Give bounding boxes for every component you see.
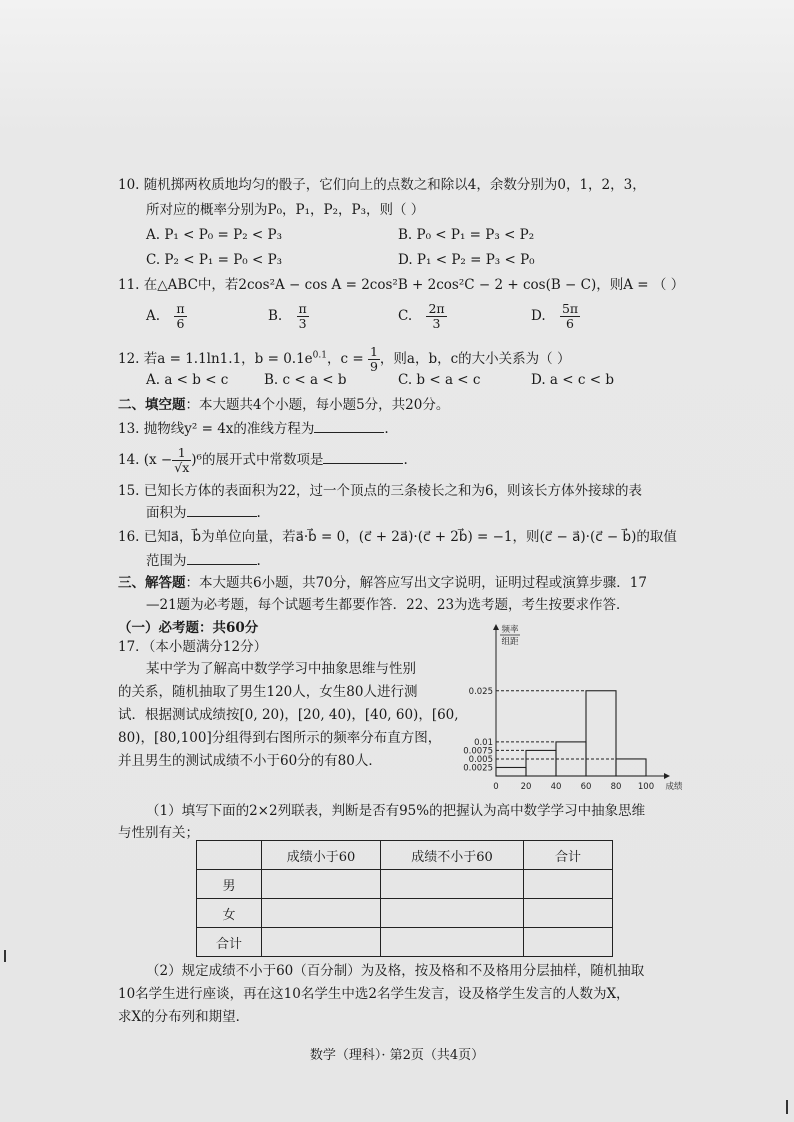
y-tick-label: 0.0025 (463, 763, 493, 774)
x-tick-label: 20 (520, 782, 532, 792)
table-cell[interactable] (524, 899, 613, 928)
row-label: 合计 (197, 928, 262, 957)
table-cell[interactable] (262, 899, 381, 928)
y-tick-label: 0.01 (474, 737, 493, 748)
q14: 14. (x − $\frac{1}{√x}$ )⁶的展开式中常数项是 . (118, 445, 408, 475)
q17-part2-line2: 10名学生进行座谈，再在这10名学生中选2名学生发言，设及格学生发言的人数为X， (118, 986, 630, 1002)
q17-part1-line2: 与性别有关； (118, 825, 199, 841)
q17-p4: 80)，[80,100]分组得到右图所示的频率分布直方图， (118, 730, 442, 746)
table-row (197, 928, 613, 957)
q17-p3: 试．根据测试成绩按[0, 20)，[20, 40)，[40, 60)，[60, (118, 707, 459, 723)
x-tick-label: 60 (580, 782, 592, 792)
x-tick-label: 0 (493, 782, 499, 792)
q17-p2: 的关系，随机抽取了男生120人，女生80人进行测 (118, 684, 418, 700)
q17-part1-line1: （1）填写下面的2×2列联表，判断是否有95%的把握认为高中数学学习中抽象思维 (146, 803, 646, 819)
x-axis-label: 成绩 (665, 782, 683, 792)
q12-option-a: A. a < b < c (146, 372, 229, 388)
page-footer: 数学（理科）· 第2页（共4页） (309, 1048, 485, 1063)
y-tick-label: 0.005 (468, 754, 493, 765)
row-label: 女 (197, 899, 262, 928)
table-row (197, 870, 613, 899)
y-tick-label: 0.025 (468, 686, 493, 697)
q10-option-c: C. P₂ < P₁ = P₀ < P₃ (146, 252, 283, 268)
q17-p5: 并且男生的测试成绩不小于60分的有80人． (118, 753, 382, 769)
q11-option-a: A. $\frac{\pi}{6}$ (146, 301, 185, 331)
table-row (197, 899, 613, 928)
q11-line1: 11. 在△ABC中，若2cos²A − cos A = 2cos²B + 2cos²C − 2 + cos(B − C)，则A = （ ） (118, 277, 685, 293)
table-header-cell: 成绩小于60 (262, 841, 381, 870)
table-cell[interactable] (524, 870, 613, 899)
q12-line1: 12. 若a = 1.1ln1.1，$b = 0.1e^{0.1}$，c = $\frac{1}{9}$ ，则a，b，c的大小关系为（ ） (118, 344, 571, 374)
part1-title: （一）必考题：共60分 (118, 620, 259, 636)
q10-option-b: B. P₀ < P₁ = P₃ < P₂ (398, 227, 535, 243)
q16-line1: 16. 已知a⃗，b⃗为单位向量，若a⃗·b⃗ = 0，(c⃗ + 2a⃗)·(c⃗ + 2b⃗) = −1，则(c⃗ − a⃗)·(c⃗ − b⃗)的取值 (118, 529, 677, 545)
q10-line1: 10. 随机掷两枚质地均匀的骰子，它们向上的点数之和除以4，余数分别为0，1，2，3， (118, 177, 646, 193)
q13: 13. 抛物线y² = 4x的准线方程为 . (118, 421, 389, 437)
y-tick-label: 0.0075 (463, 746, 493, 757)
table-cell[interactable] (381, 870, 524, 899)
q17-p1: 某中学为了解高中数学学习中抽象思维与性别 (146, 661, 416, 677)
section3-line1: 三、解答题：本大题共6小题，共70分，解答应写出文字说明，证明过程或演算步骤．17 (118, 575, 647, 591)
q11-option-c: C. $\frac{2\pi}{3}$ (398, 301, 445, 331)
scan-mark (4, 950, 6, 962)
q15-line1: 15. 已知长方体的表面积为22，过一个顶点的三条棱长之和为6，则该长方体外接球的表 (118, 483, 643, 499)
x-tick-label: 80 (610, 782, 622, 792)
table-header-cell: 合计 (524, 841, 613, 870)
x-tick-label: 100 (637, 782, 655, 792)
q10-option-d: D. P₁ < P₂ = P₃ < P₀ (398, 252, 535, 268)
table-cell[interactable] (381, 899, 524, 928)
table-cell[interactable] (524, 928, 613, 957)
q15-line2: 面积为 . (146, 505, 261, 521)
q12-option-b: B. c < a < b (264, 372, 347, 388)
y-axis-arrow (493, 624, 499, 630)
table-cell[interactable] (381, 928, 524, 957)
contingency-table (196, 840, 613, 957)
scan-mark (786, 1100, 788, 1114)
row-label: 男 (197, 870, 262, 899)
q11-option-d: D. $\frac{5\pi}{6}$ (531, 301, 579, 331)
y-axis-label-top: 频率 (501, 625, 519, 635)
histogram-bar (586, 691, 616, 776)
q17-header: 17．（本小题满分12分） (118, 639, 268, 655)
table-cell[interactable] (262, 870, 381, 899)
q17-part2-line1: （2）规定成绩不小于60（百分制）为及格，按及格和不及格用分层抽样，随机抽取 (146, 963, 645, 979)
table-header-cell (197, 841, 262, 870)
q10-option-a: A. P₁ < P₀ = P₂ < P₃ (146, 227, 282, 243)
histogram-bar (496, 767, 526, 776)
q17-part2-line3: 求X的分布列和期望． (118, 1009, 250, 1025)
histogram-bar (616, 759, 646, 776)
table-header-cell: 成绩不小于60 (381, 841, 524, 870)
frequency-histogram (458, 620, 690, 798)
x-axis-arrow (664, 773, 670, 779)
table-cell[interactable] (262, 928, 381, 957)
q10-line2: 所对应的概率分别为P₀，P₁，P₂，P₃，则（ ） (146, 202, 425, 218)
histogram-bar (526, 750, 556, 776)
q11-option-b: B. $\frac{\pi}{3}$ (268, 301, 307, 331)
table-header-row (197, 841, 613, 870)
q12-option-c: C. b < a < c (398, 372, 481, 388)
q16-line2: 范围为 . (146, 553, 261, 569)
x-tick-label: 40 (550, 782, 562, 792)
section2-heading: 二、填空题：本大题共4个小题，每小题5分，共20分。 (118, 397, 450, 413)
section3-line2: —21题为必考题，每个试题考生都要作答．22、23为选考题，考生按要求作答． (146, 597, 630, 613)
y-axis-label-bottom: 组距 (501, 637, 519, 647)
q12-option-d: D. a < c < b (531, 372, 614, 388)
